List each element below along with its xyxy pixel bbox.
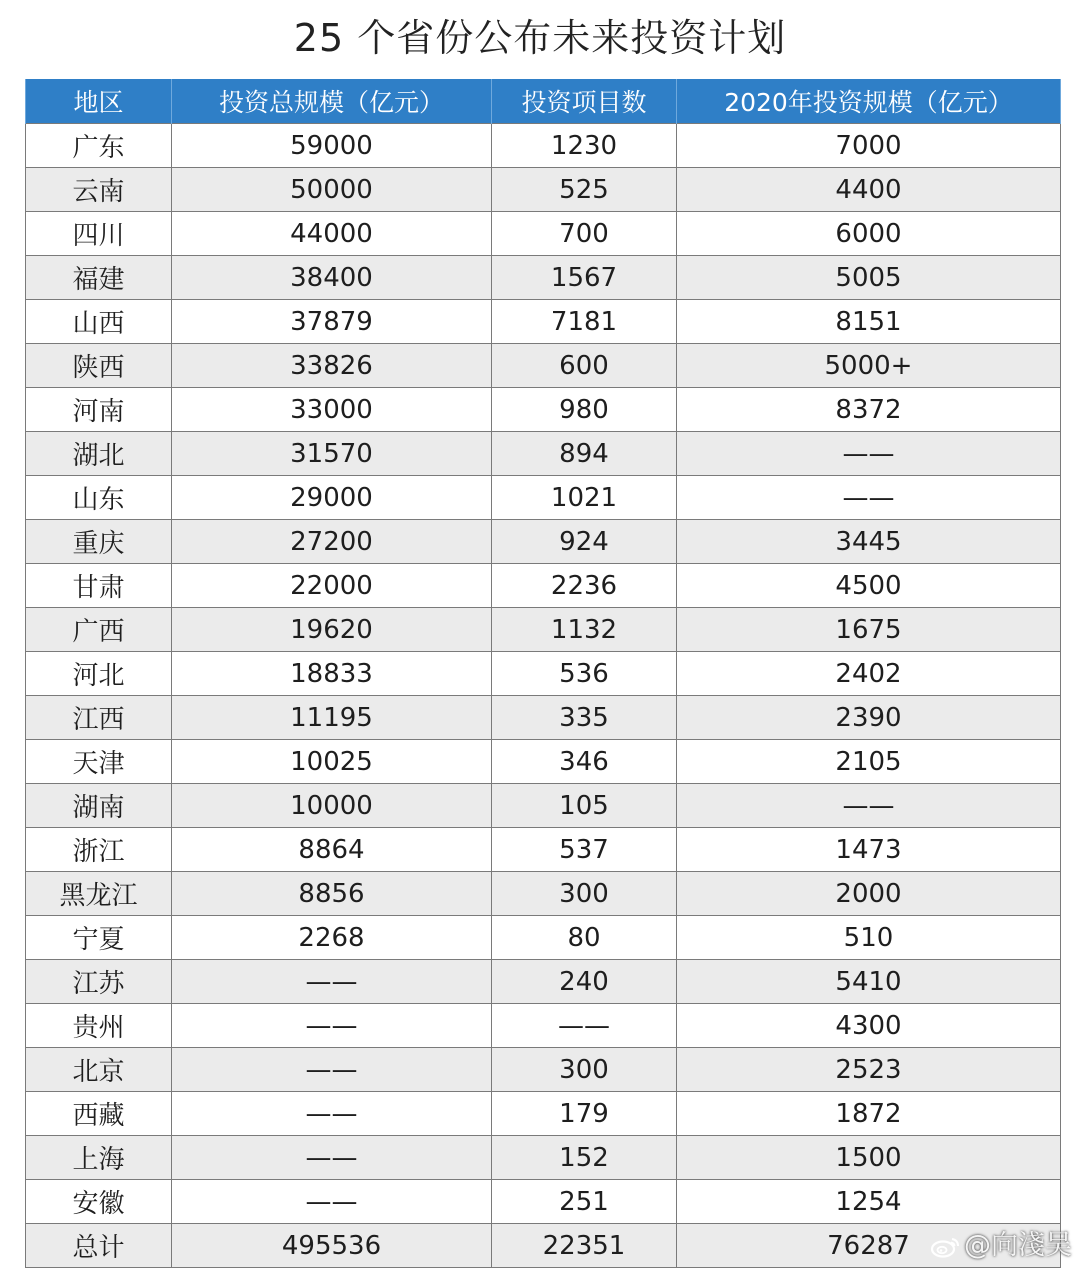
table-body — [26, 124, 1061, 1268]
cell-2020-investment: 2402 — [677, 652, 1061, 696]
table-row — [26, 212, 1061, 256]
investment-table — [25, 79, 1061, 1268]
cell-region: 上海 — [26, 1136, 172, 1180]
table-row — [26, 476, 1061, 520]
cell-region: 江西 — [26, 696, 172, 740]
table-row — [26, 256, 1061, 300]
cell-2020-investment: 8372 — [677, 388, 1061, 432]
cell-2020-investment: 2105 — [677, 740, 1061, 784]
weibo-icon — [930, 1236, 960, 1258]
cell-region: 贵州 — [26, 1004, 172, 1048]
cell-project-count: 346 — [492, 740, 677, 784]
cell-project-count: 1132 — [492, 608, 677, 652]
table-row — [26, 828, 1061, 872]
watermark — [930, 1228, 1072, 1264]
cell-project-count: 536 — [492, 652, 677, 696]
cell-2020-investment: 2000 — [677, 872, 1061, 916]
cell-2020-investment: 5000+ — [677, 344, 1061, 388]
cell-total-investment: 495536 — [172, 1224, 492, 1268]
cell-2020-investment: 8151 — [677, 300, 1061, 344]
cell-project-count: 300 — [492, 1048, 677, 1092]
cell-2020-investment: 1500 — [677, 1136, 1061, 1180]
cell-region: 陕西 — [26, 344, 172, 388]
table-row — [26, 520, 1061, 564]
cell-region: 宁夏 — [26, 916, 172, 960]
table-row — [26, 168, 1061, 212]
cell-region: 西藏 — [26, 1092, 172, 1136]
cell-project-count: 980 — [492, 388, 677, 432]
cell-region: 江苏 — [26, 960, 172, 1004]
cell-2020-investment: 1872 — [677, 1092, 1061, 1136]
cell-region: 浙江 — [26, 828, 172, 872]
cell-2020-investment: 6000 — [677, 212, 1061, 256]
cell-region: 黑龙江 — [26, 872, 172, 916]
cell-project-count: 894 — [492, 432, 677, 476]
header-region: 地区 — [26, 79, 172, 124]
cell-project-count: 335 — [492, 696, 677, 740]
cell-project-count: 152 — [492, 1136, 677, 1180]
cell-total-investment: 27200 — [172, 520, 492, 564]
header-project-count: 投资项目数 — [492, 79, 677, 124]
cell-region: 福建 — [26, 256, 172, 300]
table-row — [26, 696, 1061, 740]
cell-total-investment: 18833 — [172, 652, 492, 696]
cell-2020-investment: 76287 — [677, 1224, 1061, 1268]
cell-region: 山东 — [26, 476, 172, 520]
cell-project-count: 525 — [492, 168, 677, 212]
cell-region: 北京 — [26, 1048, 172, 1092]
cell-2020-investment: 7000 — [677, 124, 1061, 168]
cell-project-count: 924 — [492, 520, 677, 564]
cell-total-investment: 37879 — [172, 300, 492, 344]
cell-total-investment: 22000 — [172, 564, 492, 608]
cell-project-count: —— — [492, 1004, 677, 1048]
cell-total-investment: 33826 — [172, 344, 492, 388]
cell-region: 广东 — [26, 124, 172, 168]
cell-region: 天津 — [26, 740, 172, 784]
cell-region: 甘肃 — [26, 564, 172, 608]
cell-2020-investment: 1254 — [677, 1180, 1061, 1224]
cell-project-count: 1021 — [492, 476, 677, 520]
table-row — [26, 652, 1061, 696]
table-row — [26, 608, 1061, 652]
header-total-investment: 投资总规模（亿元） — [172, 79, 492, 124]
table-header-row — [26, 79, 1061, 124]
watermark-text: @向淺吴 — [964, 1230, 1072, 1261]
cell-region: 广西 — [26, 608, 172, 652]
cell-region: 四川 — [26, 212, 172, 256]
cell-region: 山西 — [26, 300, 172, 344]
cell-2020-investment: 5410 — [677, 960, 1061, 1004]
cell-total-investment: 11195 — [172, 696, 492, 740]
cell-total-investment: 31570 — [172, 432, 492, 476]
cell-total-investment: 29000 — [172, 476, 492, 520]
cell-region: 河南 — [26, 388, 172, 432]
cell-region: 安徽 — [26, 1180, 172, 1224]
table-row — [26, 1048, 1061, 1092]
cell-region: 湖北 — [26, 432, 172, 476]
table-row — [26, 740, 1061, 784]
header-2020-investment: 2020年投资规模（亿元） — [677, 79, 1061, 124]
cell-total-investment: 2268 — [172, 916, 492, 960]
cell-project-count: 1567 — [492, 256, 677, 300]
cell-2020-investment: 4400 — [677, 168, 1061, 212]
cell-2020-investment: 4300 — [677, 1004, 1061, 1048]
cell-project-count: 240 — [492, 960, 677, 1004]
table-row — [26, 960, 1061, 1004]
cell-total-investment: 59000 — [172, 124, 492, 168]
cell-total-investment: —— — [172, 960, 492, 1004]
cell-region: 总计 — [26, 1224, 172, 1268]
cell-total-investment: —— — [172, 1048, 492, 1092]
table-row — [26, 388, 1061, 432]
cell-region: 云南 — [26, 168, 172, 212]
cell-total-investment: —— — [172, 1180, 492, 1224]
table-row — [26, 1180, 1061, 1224]
page-title: 25 个省份公布未来投资计划 — [293, 16, 787, 60]
cell-2020-investment: 2390 — [677, 696, 1061, 740]
table-row — [26, 344, 1061, 388]
cell-total-investment: —— — [172, 1004, 492, 1048]
table-row — [26, 916, 1061, 960]
table-row — [26, 784, 1061, 828]
cell-total-investment: 10025 — [172, 740, 492, 784]
cell-2020-investment: —— — [677, 432, 1061, 476]
cell-project-count: 600 — [492, 344, 677, 388]
cell-project-count: 7181 — [492, 300, 677, 344]
cell-region: 湖南 — [26, 784, 172, 828]
table-row — [26, 432, 1061, 476]
cell-2020-investment: 510 — [677, 916, 1061, 960]
cell-total-investment: 8864 — [172, 828, 492, 872]
table-row — [26, 1004, 1061, 1048]
cell-2020-investment: 1675 — [677, 608, 1061, 652]
cell-project-count: 537 — [492, 828, 677, 872]
cell-project-count: 1230 — [492, 124, 677, 168]
cell-project-count: 300 — [492, 872, 677, 916]
table-row — [26, 124, 1061, 168]
cell-2020-investment: 5005 — [677, 256, 1061, 300]
cell-2020-investment: —— — [677, 784, 1061, 828]
table-row — [26, 564, 1061, 608]
cell-total-investment: 8856 — [172, 872, 492, 916]
cell-project-count: 80 — [492, 916, 677, 960]
cell-total-investment: 38400 — [172, 256, 492, 300]
cell-2020-investment: —— — [677, 476, 1061, 520]
cell-2020-investment: 1473 — [677, 828, 1061, 872]
cell-2020-investment: 4500 — [677, 564, 1061, 608]
cell-total-investment: —— — [172, 1136, 492, 1180]
cell-total-investment: 50000 — [172, 168, 492, 212]
cell-total-investment: —— — [172, 1092, 492, 1136]
table-row — [26, 1224, 1061, 1268]
cell-project-count: 700 — [492, 212, 677, 256]
cell-project-count: 22351 — [492, 1224, 677, 1268]
cell-region: 河北 — [26, 652, 172, 696]
cell-project-count: 251 — [492, 1180, 677, 1224]
cell-2020-investment: 3445 — [677, 520, 1061, 564]
cell-project-count: 2236 — [492, 564, 677, 608]
cell-region: 重庆 — [26, 520, 172, 564]
cell-total-investment: 33000 — [172, 388, 492, 432]
table-row — [26, 1092, 1061, 1136]
cell-total-investment: 19620 — [172, 608, 492, 652]
cell-2020-investment: 2523 — [677, 1048, 1061, 1092]
table-row — [26, 1136, 1061, 1180]
table-row — [26, 300, 1061, 344]
cell-project-count: 105 — [492, 784, 677, 828]
cell-project-count: 179 — [492, 1092, 677, 1136]
cell-total-investment: 10000 — [172, 784, 492, 828]
cell-total-investment: 44000 — [172, 212, 492, 256]
table-row — [26, 872, 1061, 916]
